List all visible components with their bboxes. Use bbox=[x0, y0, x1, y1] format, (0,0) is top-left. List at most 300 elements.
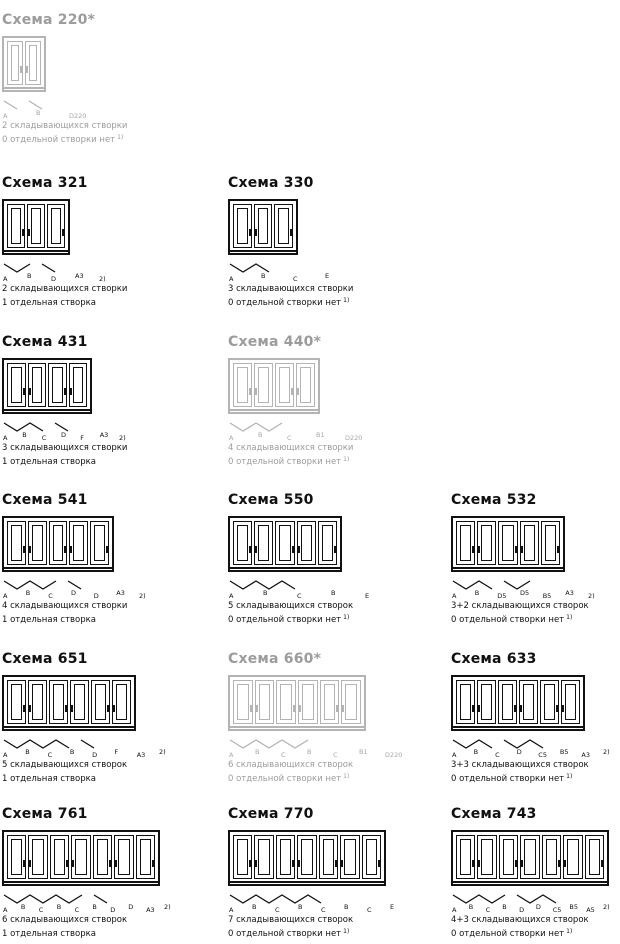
footnote-mark: 1) bbox=[566, 927, 573, 935]
handle-icon bbox=[64, 388, 67, 395]
fold-label: A bbox=[229, 906, 234, 914]
window-sash bbox=[498, 521, 517, 565]
fold-label: B bbox=[473, 748, 479, 756]
handle-icon bbox=[106, 546, 109, 553]
scheme-431 bbox=[2, 334, 192, 467]
window-sash bbox=[541, 521, 560, 565]
fold-label: A bbox=[229, 434, 234, 442]
separate-text: 0 отдельной створки нет bbox=[2, 134, 116, 145]
window-frame bbox=[228, 358, 320, 414]
fold-label: B bbox=[258, 431, 263, 439]
fold-label: 2) bbox=[164, 903, 171, 911]
scheme-321 bbox=[2, 175, 192, 308]
separate-count bbox=[228, 772, 418, 785]
separate-count bbox=[228, 927, 418, 940]
fold-label: E bbox=[365, 592, 370, 600]
fold-label: A bbox=[452, 906, 457, 914]
fold-label: C bbox=[333, 751, 338, 759]
window-frame bbox=[2, 199, 70, 255]
fold-line bbox=[453, 895, 505, 903]
scheme-330 bbox=[228, 175, 418, 308]
footnote-mark: 1) bbox=[117, 133, 124, 141]
fold-label: B bbox=[36, 109, 41, 117]
fold-diagram bbox=[2, 420, 132, 442]
separate-text: 0 отдельной створки нет bbox=[228, 297, 342, 308]
fold-label: A3 bbox=[99, 431, 109, 439]
fold-label: D5 bbox=[520, 589, 530, 597]
fold-label: D bbox=[535, 903, 541, 911]
fold-label: D bbox=[51, 275, 57, 283]
handle-icon bbox=[249, 388, 252, 395]
handle-icon bbox=[477, 546, 480, 553]
fold-diagram bbox=[451, 737, 616, 759]
fold-label: A bbox=[452, 592, 457, 600]
fold-label: C bbox=[275, 906, 280, 914]
fold-diagram bbox=[451, 892, 616, 914]
window-sash bbox=[28, 835, 47, 879]
window-frame bbox=[228, 675, 366, 731]
separate-count bbox=[451, 613, 620, 626]
separate-count bbox=[2, 927, 192, 940]
window-sash bbox=[28, 521, 47, 565]
handle-icon bbox=[293, 705, 296, 712]
window-frame bbox=[451, 675, 585, 731]
fold-label: E bbox=[325, 272, 330, 280]
fold-label: C5 bbox=[538, 751, 547, 759]
window-sash bbox=[276, 680, 296, 724]
window-sash bbox=[28, 680, 47, 724]
window-sash bbox=[563, 835, 582, 879]
fold-label: B bbox=[20, 903, 26, 911]
folding-count: 3+3 складывающихся створок bbox=[451, 760, 589, 770]
window-sash bbox=[254, 204, 273, 248]
fold-label: E bbox=[390, 903, 395, 911]
handle-icon bbox=[472, 705, 475, 712]
scheme-633 bbox=[451, 651, 620, 784]
fold-label: B bbox=[474, 589, 480, 597]
window-sash bbox=[50, 835, 69, 879]
window-frame bbox=[451, 830, 609, 886]
fold-diagram bbox=[228, 892, 403, 914]
window-sash bbox=[233, 680, 253, 724]
fold-diagram bbox=[228, 420, 363, 442]
fold-label: D220 bbox=[385, 751, 403, 759]
folding-count: 7 складывающихся створок bbox=[228, 915, 354, 925]
fold-label: C bbox=[48, 592, 53, 600]
window-sash bbox=[542, 835, 561, 879]
handle-icon bbox=[514, 705, 517, 712]
fold-label: B5 bbox=[569, 903, 579, 911]
separate-count bbox=[2, 455, 192, 468]
window-sash bbox=[233, 835, 252, 879]
handle-icon bbox=[292, 860, 295, 867]
handle-icon bbox=[558, 860, 561, 867]
separate-count bbox=[2, 296, 192, 309]
fold-label: B bbox=[252, 903, 257, 911]
window-sash bbox=[7, 204, 25, 248]
fold-line bbox=[4, 264, 30, 272]
handle-icon bbox=[25, 66, 28, 73]
handle-icon bbox=[297, 546, 300, 553]
folding-count: 4 складывающихся створки bbox=[228, 443, 354, 453]
window-frame bbox=[228, 830, 386, 886]
fold-label: 2) bbox=[159, 748, 166, 756]
fold-label: B bbox=[27, 272, 32, 280]
fold-diagram bbox=[2, 892, 177, 914]
handle-icon bbox=[290, 229, 293, 236]
fold-diagram bbox=[2, 261, 112, 283]
separate-text: 0 отдельной створки нет bbox=[228, 456, 342, 467]
window-sash bbox=[341, 680, 361, 724]
window-frame bbox=[2, 36, 46, 92]
fold-label: C bbox=[485, 906, 491, 914]
fold-label: F bbox=[114, 748, 119, 756]
fold-label: D5 bbox=[497, 592, 507, 600]
fold-label: B5 bbox=[559, 748, 569, 756]
separate-count bbox=[451, 927, 620, 940]
fold-line bbox=[4, 895, 82, 903]
fold-line bbox=[81, 740, 94, 748]
separate-count bbox=[228, 455, 418, 468]
fold-label: F bbox=[80, 434, 85, 442]
handle-icon bbox=[23, 705, 26, 712]
handle-icon bbox=[340, 860, 343, 867]
handle-icon bbox=[20, 66, 23, 73]
handle-icon bbox=[255, 705, 258, 712]
window-sash bbox=[456, 521, 475, 565]
scheme-761 bbox=[2, 806, 192, 939]
fold-label: B bbox=[468, 903, 474, 911]
window-sash bbox=[114, 835, 133, 879]
fold-line bbox=[504, 740, 543, 748]
handle-icon bbox=[292, 546, 295, 553]
scheme-532 bbox=[451, 492, 620, 625]
scheme-title: Схема 743 bbox=[451, 806, 537, 822]
handle-icon bbox=[249, 546, 252, 553]
handle-icon bbox=[249, 860, 252, 867]
window-sash bbox=[255, 680, 275, 724]
footnote-mark: 1) bbox=[343, 296, 350, 304]
fold-diagram bbox=[2, 578, 152, 600]
fold-diagram bbox=[228, 578, 378, 600]
handle-icon bbox=[520, 860, 523, 867]
window-frame bbox=[451, 516, 565, 572]
handle-icon bbox=[477, 705, 480, 712]
separate-text: 0 отдельной створки нет bbox=[451, 614, 565, 625]
separate-count bbox=[2, 133, 124, 146]
fold-label: C bbox=[38, 906, 44, 914]
fold-label: A bbox=[3, 112, 8, 120]
fold-label: A bbox=[229, 275, 234, 283]
scheme-title: Схема 550 bbox=[228, 492, 314, 508]
fold-label: B1 bbox=[359, 748, 368, 756]
fold-line bbox=[230, 264, 269, 272]
fold-label: B bbox=[502, 903, 507, 911]
fold-label: B1 bbox=[316, 431, 325, 439]
window-sash bbox=[498, 680, 517, 724]
window-sash bbox=[112, 680, 131, 724]
fold-label: D bbox=[92, 751, 98, 759]
window-sash bbox=[499, 835, 518, 879]
folding-count: 3 складывающихся створки bbox=[228, 284, 354, 294]
handle-icon bbox=[335, 860, 338, 867]
window-sash bbox=[561, 680, 580, 724]
window-sash bbox=[254, 363, 273, 407]
window-sash bbox=[233, 363, 252, 407]
fold-line bbox=[517, 895, 556, 903]
fold-line bbox=[504, 581, 530, 589]
scheme-651 bbox=[2, 651, 192, 784]
separate-count bbox=[228, 296, 418, 309]
scheme-title: Схема 660* bbox=[228, 651, 322, 667]
scheme-title: Схема 633 bbox=[451, 651, 537, 667]
fold-label: C bbox=[293, 275, 298, 283]
footnote-mark: 1) bbox=[343, 613, 350, 621]
scheme-title: Схема 541 bbox=[2, 492, 88, 508]
fold-label: D220 bbox=[69, 112, 87, 120]
fold-line bbox=[4, 740, 69, 748]
handle-icon bbox=[66, 860, 69, 867]
window-sash bbox=[233, 521, 252, 565]
handle-icon bbox=[519, 705, 522, 712]
handle-icon bbox=[296, 388, 299, 395]
fold-label: C bbox=[281, 751, 286, 759]
window-sash bbox=[477, 680, 496, 724]
window-sash bbox=[48, 363, 67, 407]
fold-label: C bbox=[321, 906, 326, 914]
window-sash bbox=[297, 835, 316, 879]
handle-icon bbox=[28, 860, 31, 867]
window-sash bbox=[320, 680, 340, 724]
fold-label: A bbox=[452, 751, 457, 759]
fold-label: A3 bbox=[565, 589, 574, 597]
handle-icon bbox=[28, 705, 31, 712]
window-sash bbox=[477, 521, 496, 565]
fold-label: B bbox=[92, 903, 97, 911]
fold-label: A bbox=[3, 906, 8, 914]
scheme-220 bbox=[2, 12, 128, 145]
handle-icon bbox=[152, 860, 155, 867]
fold-diagram bbox=[2, 98, 87, 120]
scheme-660 bbox=[228, 651, 418, 784]
window-sash bbox=[456, 835, 475, 879]
footnote-mark: 1) bbox=[343, 772, 350, 780]
fold-label: A3 bbox=[75, 272, 84, 280]
fold-diagram bbox=[228, 737, 403, 759]
fold-label: B5 bbox=[542, 592, 552, 600]
handle-icon bbox=[28, 388, 31, 395]
fold-label: A3 bbox=[116, 589, 125, 597]
fold-label: A bbox=[229, 751, 234, 759]
window-sash bbox=[233, 204, 252, 248]
window-sash bbox=[585, 835, 604, 879]
window-sash bbox=[49, 521, 68, 565]
window-sash bbox=[540, 680, 559, 724]
fold-diagram bbox=[2, 737, 172, 759]
window-sash bbox=[7, 835, 26, 879]
handle-icon bbox=[601, 860, 604, 867]
window-sash bbox=[71, 835, 90, 879]
window-sash bbox=[319, 835, 338, 879]
window-sash bbox=[91, 680, 110, 724]
handle-icon bbox=[23, 546, 26, 553]
fold-label: A bbox=[3, 275, 8, 283]
fold-label: D bbox=[128, 903, 134, 911]
fold-line bbox=[230, 895, 321, 903]
separate-text: 0 отдельной створки нет bbox=[228, 773, 342, 784]
window-sash bbox=[275, 363, 294, 407]
separate-text: 0 отдельной створки нет bbox=[228, 928, 342, 939]
handle-icon bbox=[520, 546, 523, 553]
window-frame bbox=[228, 516, 342, 572]
folding-count: 5 складывающихся створок bbox=[2, 760, 128, 770]
scheme-541 bbox=[2, 492, 192, 625]
fold-line bbox=[4, 423, 43, 431]
window-sash bbox=[340, 835, 359, 879]
window-frame bbox=[2, 516, 114, 572]
handle-icon bbox=[69, 388, 72, 395]
fold-label: D bbox=[519, 906, 525, 914]
scheme-title: Схема 440* bbox=[228, 334, 322, 350]
handle-icon bbox=[65, 705, 68, 712]
window-sash bbox=[477, 835, 496, 879]
window-sash bbox=[276, 835, 295, 879]
handle-icon bbox=[23, 860, 26, 867]
window-sash bbox=[362, 835, 381, 879]
window-sash bbox=[254, 521, 273, 565]
scheme-title: Схема 431 bbox=[2, 334, 88, 350]
fold-line bbox=[230, 740, 308, 748]
folding-count: 3 складывающихся створки bbox=[2, 443, 128, 453]
fold-line bbox=[4, 101, 17, 109]
fold-line bbox=[453, 581, 492, 589]
handle-icon bbox=[22, 229, 25, 236]
fold-label: C bbox=[367, 906, 372, 914]
scheme-440 bbox=[228, 334, 418, 467]
handle-icon bbox=[472, 860, 475, 867]
window-sash bbox=[298, 680, 318, 724]
scheme-title: Схема 761 bbox=[2, 806, 88, 822]
fold-label: A3 bbox=[136, 751, 146, 759]
handle-icon bbox=[249, 229, 252, 236]
separate-count bbox=[2, 613, 192, 626]
fold-label: 2) bbox=[588, 592, 595, 600]
window-sash bbox=[25, 41, 41, 85]
fold-line bbox=[230, 423, 282, 431]
folding-count: 3+2 складывающихся створок bbox=[451, 601, 589, 611]
separate-count bbox=[451, 772, 620, 785]
window-sash bbox=[297, 521, 316, 565]
fold-label: 2) bbox=[99, 275, 106, 283]
handle-icon bbox=[112, 705, 115, 712]
window-sash bbox=[254, 835, 273, 879]
fold-label: D bbox=[110, 906, 116, 914]
folding-count: 4 складывающихся створки bbox=[2, 601, 128, 611]
fold-label: B bbox=[263, 589, 268, 597]
scheme-title: Схема 651 bbox=[2, 651, 88, 667]
window-sash bbox=[90, 521, 109, 565]
fold-label: A5 bbox=[586, 906, 595, 914]
window-sash bbox=[93, 835, 112, 879]
fold-label: B bbox=[25, 748, 30, 756]
handle-icon bbox=[297, 860, 300, 867]
folding-count: 6 складывающихся створок bbox=[2, 915, 128, 925]
fold-label: 2) bbox=[119, 434, 126, 442]
handle-icon bbox=[378, 860, 381, 867]
fold-label: B bbox=[69, 748, 75, 756]
window-frame bbox=[2, 830, 160, 886]
fold-line bbox=[29, 101, 42, 109]
fold-label: A bbox=[3, 751, 8, 759]
fold-label: B bbox=[255, 748, 260, 756]
separate-text: 1 отдельная створка bbox=[2, 773, 96, 784]
handle-icon bbox=[28, 546, 31, 553]
fold-label: A3 bbox=[581, 751, 590, 759]
window-frame bbox=[2, 358, 92, 414]
window-sash bbox=[69, 521, 88, 565]
handle-icon bbox=[336, 705, 339, 712]
fold-label: 2) bbox=[139, 592, 146, 600]
scheme-title: Схема 770 bbox=[228, 806, 314, 822]
window-sash bbox=[136, 835, 155, 879]
handle-icon bbox=[254, 860, 257, 867]
handle-icon bbox=[515, 546, 518, 553]
footnote-mark: 1) bbox=[343, 927, 350, 935]
folding-count: 2 складывающихся створки bbox=[2, 121, 128, 131]
fold-label: B bbox=[56, 903, 62, 911]
fold-line bbox=[55, 423, 68, 431]
window-sash bbox=[318, 521, 337, 565]
window-sash bbox=[7, 521, 26, 565]
fold-label: A bbox=[229, 592, 234, 600]
fold-label: C bbox=[74, 906, 80, 914]
window-sash bbox=[520, 521, 539, 565]
window-sash bbox=[275, 521, 294, 565]
handle-icon bbox=[254, 388, 257, 395]
handle-icon bbox=[109, 860, 112, 867]
fold-label: D bbox=[93, 592, 99, 600]
fold-label: A3 bbox=[146, 906, 155, 914]
handle-icon bbox=[291, 388, 294, 395]
fold-label: C bbox=[287, 434, 292, 442]
footnote-mark: 1) bbox=[343, 455, 350, 463]
window-sash bbox=[47, 204, 65, 248]
handle-icon bbox=[561, 705, 564, 712]
fold-label: C bbox=[41, 434, 47, 442]
window-sash bbox=[274, 204, 293, 248]
handle-icon bbox=[472, 546, 475, 553]
fold-label: 2) bbox=[603, 748, 610, 756]
window-sash bbox=[70, 680, 89, 724]
fold-label: B bbox=[25, 589, 31, 597]
separate-count bbox=[228, 613, 418, 626]
scheme-743 bbox=[451, 806, 620, 939]
fold-line bbox=[42, 264, 55, 272]
fold-label: B bbox=[344, 903, 349, 911]
handle-icon bbox=[69, 546, 72, 553]
handle-icon bbox=[557, 546, 560, 553]
handle-icon bbox=[64, 546, 67, 553]
fold-line bbox=[230, 581, 295, 589]
footnote-mark: 1) bbox=[566, 772, 573, 780]
handle-icon bbox=[334, 546, 337, 553]
footnote-mark: 1) bbox=[566, 613, 573, 621]
fold-line bbox=[68, 581, 81, 589]
separate-text: 0 отдельной створки нет bbox=[228, 614, 342, 625]
handle-icon bbox=[70, 705, 73, 712]
scheme-770 bbox=[228, 806, 418, 939]
fold-label: D bbox=[516, 748, 522, 756]
